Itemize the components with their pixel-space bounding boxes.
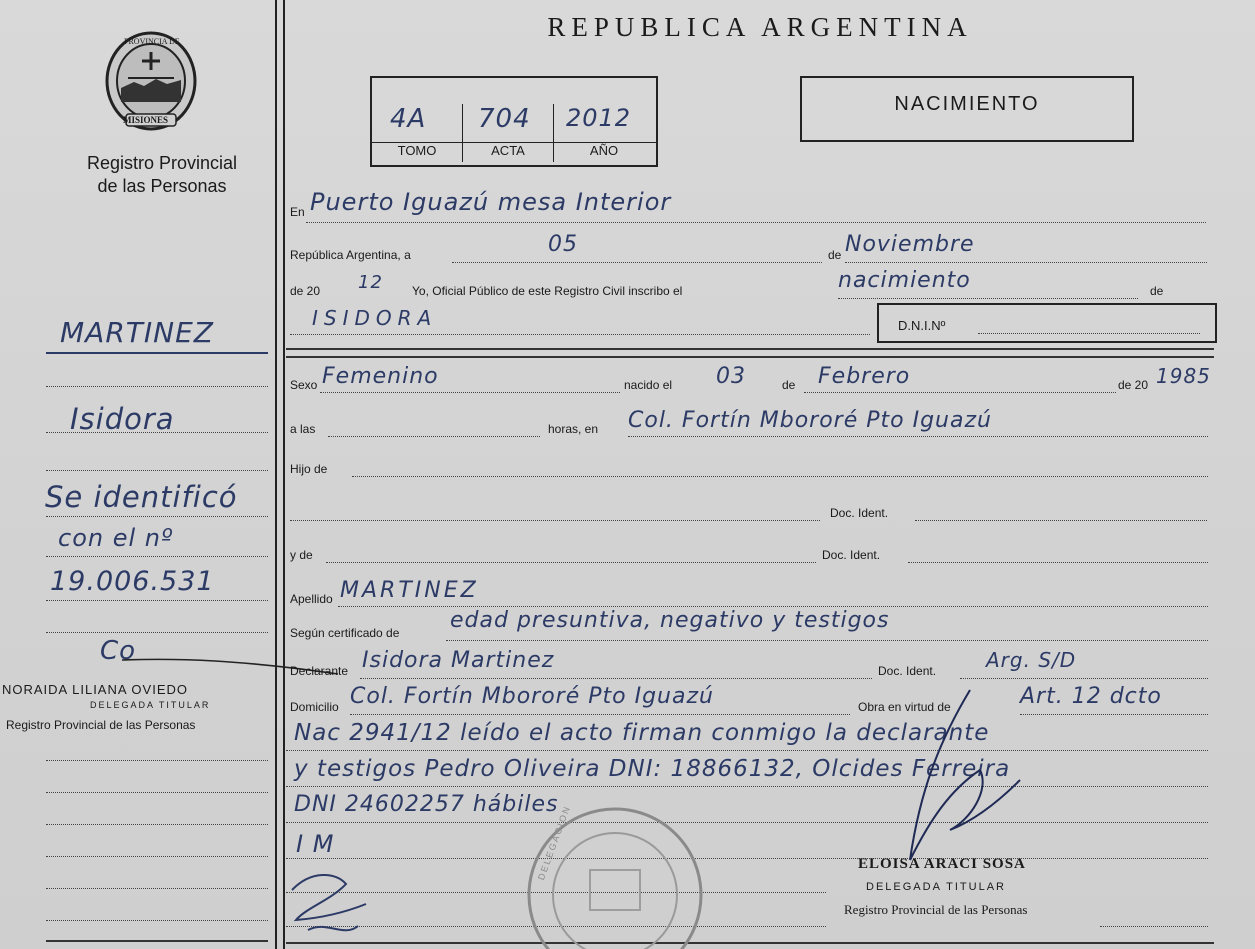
horas-label: horas, en: [548, 422, 599, 436]
dni-line: [978, 333, 1200, 334]
de-label: de: [828, 248, 842, 262]
continuation-line-2: y testigos Pedro Oliveira DNI: 18866132, Olcides Ferreira: [294, 756, 1011, 782]
dni-label: D.N.I.Nº: [898, 318, 946, 333]
margin-dotted-line: [46, 470, 268, 471]
doc-ident-label-2: Doc. Ident.: [822, 548, 881, 562]
official-stamp-icon: [520, 800, 710, 949]
acta-value: 704: [478, 104, 531, 134]
declarante-doc-value: Arg. S/D: [986, 648, 1077, 672]
margin-dotted-line: [46, 556, 268, 557]
form-line: [286, 858, 1208, 859]
margin-dotted-line: [46, 600, 268, 601]
alas-label: a las: [290, 422, 316, 436]
form-line: [915, 520, 1207, 521]
republica-label: República Argentina, a: [290, 248, 411, 262]
section-divider: [286, 356, 1214, 358]
section-divider: [286, 348, 1214, 350]
birth-place-value: Col. Fortín Mbororé Pto Iguazú: [628, 408, 992, 433]
country-title: REPUBLICA ARGENTINA: [547, 12, 973, 42]
obra-label: Obra en virtud de: [858, 700, 951, 714]
margin-given-name: Isidora: [70, 402, 175, 436]
margin-dotted-line: [46, 516, 268, 517]
registry-line-2: de las Personas: [97, 176, 227, 196]
segun-label: Según certificado de: [290, 626, 400, 640]
form-line: [320, 392, 620, 393]
form-line: [286, 822, 1208, 823]
form-line: [628, 436, 1208, 437]
margin-official-office: Registro Provincial de las Personas: [6, 718, 196, 732]
continuation-line-3: DNI 24602257 hábiles: [294, 792, 559, 817]
apellido-label: Apellido: [290, 592, 333, 606]
stamp-text: DELEGACION: [536, 803, 573, 882]
form-bottom-rule: [286, 942, 1214, 944]
birth-month-value: Febrero: [818, 364, 911, 389]
margin-note-line-1: Se identificó: [45, 480, 238, 514]
tomo-value: 4A: [390, 104, 427, 134]
margin-dotted-line: [46, 432, 268, 433]
day-value: 05: [548, 232, 578, 257]
declarante-value: Isidora Martinez: [362, 648, 555, 673]
declarant-signature-icon: [286, 860, 376, 945]
margin-signature: Co: [100, 636, 137, 666]
anio-value: 2012: [566, 104, 632, 132]
margin-surname: MARTINEZ: [60, 316, 214, 349]
form-line: [350, 714, 850, 715]
birth-year-value: 1985: [1156, 364, 1211, 388]
oficial-text: Yo, Oficial Público de este Registro Civil inscribo el: [412, 284, 683, 298]
nacido-label: nacido el: [624, 378, 673, 392]
margin-dotted-line: [46, 386, 268, 387]
margin-dotted-line: [46, 824, 268, 825]
segun-value: edad presuntiva, negativo y testigos: [450, 608, 890, 633]
sexo-value: Femenino: [322, 364, 439, 389]
margin-dotted-line: [46, 856, 268, 857]
de-label-3: de: [782, 378, 796, 392]
form-line: [804, 392, 1116, 393]
margin-dotted-line: [46, 632, 268, 633]
apellido-value: MARTINEZ: [340, 578, 479, 603]
form-line: [452, 262, 822, 263]
form-line: [306, 222, 1206, 223]
obra-value: Art. 12 dcto: [1020, 684, 1162, 709]
margin-divider-left: [275, 0, 277, 949]
margin-note-line-2: con el nº: [58, 524, 174, 552]
birth-day-value: 03: [716, 364, 746, 389]
form-line: [352, 476, 1208, 477]
acta-label: ACTA: [491, 143, 525, 158]
de-label-2: de: [1150, 284, 1164, 298]
official-signature-icon: [880, 680, 1040, 880]
margin-bottom-rule: [46, 940, 268, 942]
seal-bottom-text: MISIONES: [123, 115, 169, 125]
year-suffix-value: 12: [358, 272, 383, 293]
form-line: [290, 520, 820, 521]
continuation-line-1: Nac 2941/12 leído el acto firman conmigo la declarante: [294, 720, 990, 746]
doc-ident-label-3: Doc. Ident.: [878, 664, 937, 678]
margin-dotted-line: [46, 760, 268, 761]
margin-official-name: NORAIDA LILIANA OVIEDO: [2, 682, 188, 697]
month-value: Noviembre: [845, 232, 975, 257]
form-line: [845, 262, 1207, 263]
domicilio-value: Col. Fortín Mbororé Pto Iguazú: [350, 684, 714, 709]
margin-note-number: 19.006.531: [50, 566, 215, 597]
form-line: [1020, 714, 1208, 715]
form-line: [908, 562, 1208, 563]
seal-top-text: PROVINCIA DE: [124, 37, 180, 46]
margin-divider-right: [283, 0, 285, 949]
margin-dotted-line: [46, 920, 268, 921]
form-line: [328, 436, 540, 437]
signatory-role: DELEGADA TITULAR: [866, 881, 1006, 893]
form-line: [360, 678, 872, 679]
en-label: En: [290, 205, 305, 219]
given-name-value: ISIDORA: [312, 306, 438, 330]
doc-ident-label: Doc. Ident.: [830, 506, 889, 520]
form-line: [838, 298, 1138, 299]
signatory-name: ELOISA ARACI SOSA: [858, 856, 1026, 872]
form-line: [326, 562, 816, 563]
inscribo-value: nacimiento: [838, 268, 971, 293]
yde-label: y de: [290, 548, 313, 562]
margin-official-role: DELEGADA TITULAR: [90, 700, 211, 710]
declarante-label: Declarante: [290, 664, 349, 678]
margin-dotted-line: [46, 792, 268, 793]
hijo-label: Hijo de: [290, 462, 328, 476]
form-line: [338, 606, 1208, 607]
sexo-label: Sexo: [290, 378, 318, 392]
tomo-label: TOMO: [397, 143, 437, 158]
form-line: [1100, 926, 1208, 927]
place-value: Puerto Iguazú mesa Interior: [310, 188, 672, 216]
year-prefix-label: de 20: [290, 284, 321, 298]
form-line: [286, 750, 1208, 751]
form-line: [446, 640, 1208, 641]
margin-surname-underline: [46, 352, 268, 354]
record-type-label: NACIMIENTO: [894, 93, 1040, 115]
domicilio-label: Domicilio: [290, 700, 339, 714]
margin-dotted-line: [46, 888, 268, 889]
anio-label: AÑO: [589, 143, 619, 158]
form-line: [960, 678, 1208, 679]
de20-label: de 20: [1118, 378, 1149, 392]
form-line: [290, 334, 870, 335]
initials-value: I M: [296, 830, 335, 858]
signatory-office: Registro Provincial de las Personas: [844, 902, 1028, 917]
registry-line-1: Registro Provincial: [86, 153, 238, 173]
form-line: [286, 786, 1208, 787]
